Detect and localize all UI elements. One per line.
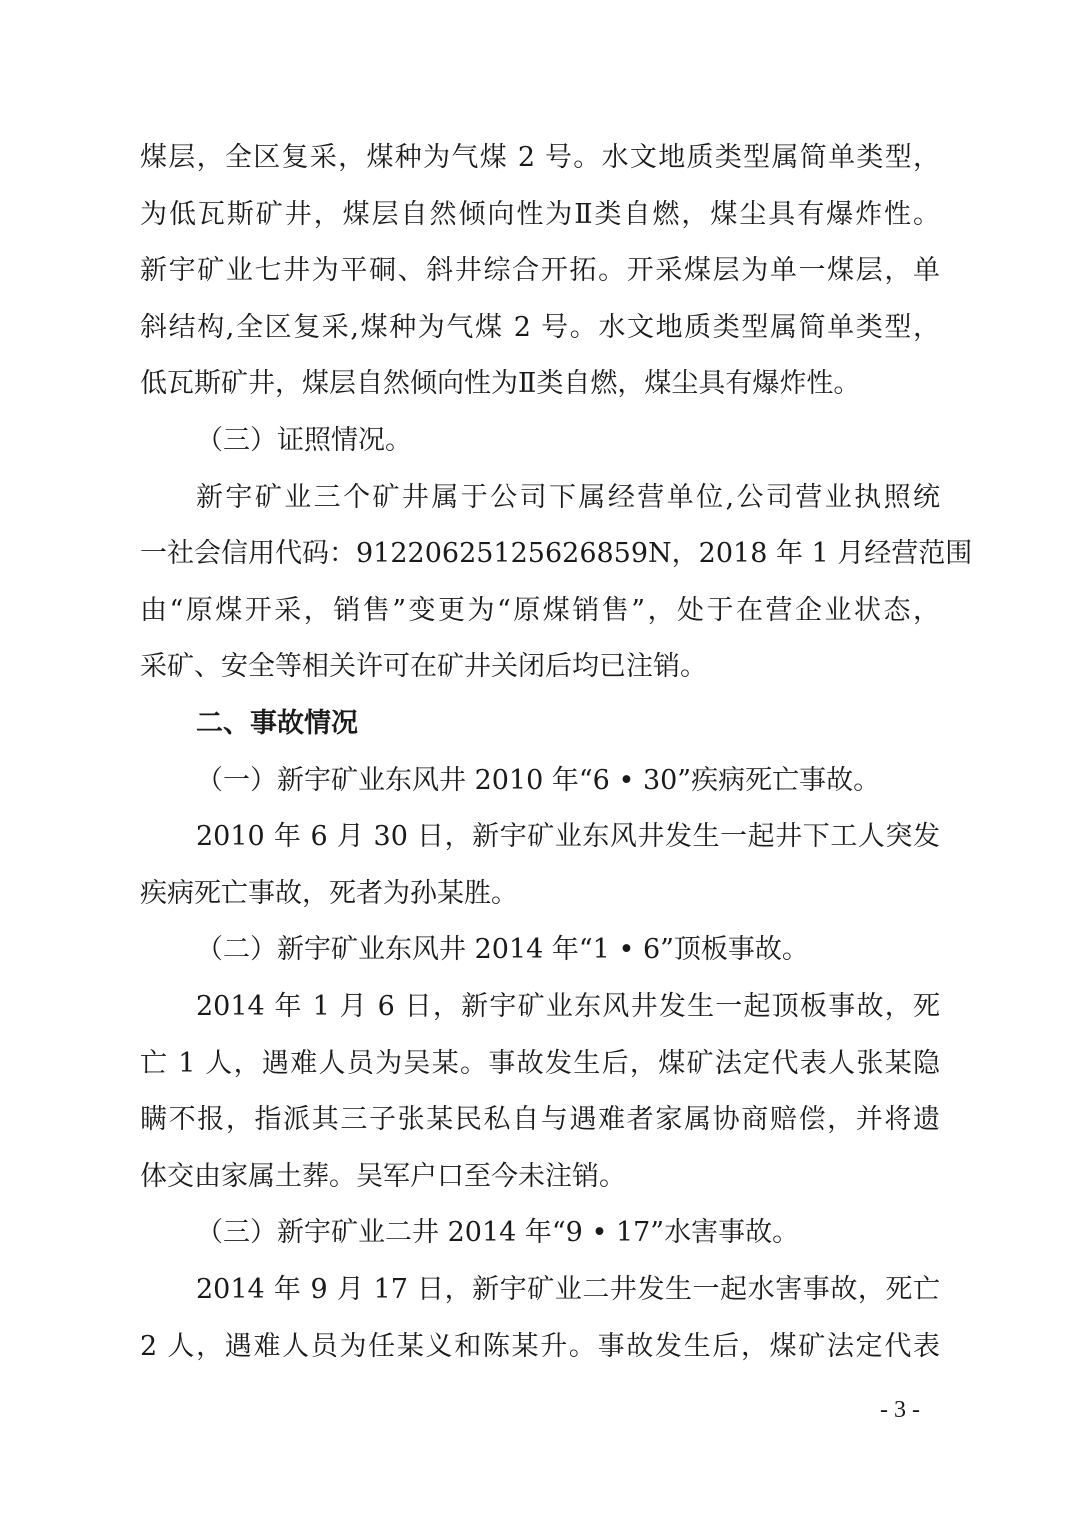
subsection-heading: （二）新宇矿业东风井 2014 年“1 • 6”顶板事故。 bbox=[196, 934, 809, 966]
text-line: 为低瓦斯矿井，煤层自然倾向性为Ⅱ类自燃，煤尘具有爆炸性。 bbox=[140, 198, 940, 230]
page-number: - 3 - bbox=[880, 1397, 920, 1423]
subsection-heading: （三）新宇矿业二井 2014 年“9 • 17”水害事故。 bbox=[196, 1217, 800, 1249]
text-line: 一社会信用代码：91220625125626859N，2018 年 1 月经营范围 bbox=[140, 538, 973, 570]
text-line: 煤层，全区复采，煤种为气煤 2 号。水文地质类型属简单类型， bbox=[140, 142, 940, 173]
text-line: 体交由家属土葬。吴军户口至今未注销。 bbox=[140, 1160, 626, 1192]
text-line: 新宇矿业七井为平硐、斜井综合开拓。开采煤层为单一煤层，单 bbox=[140, 255, 940, 287]
text-line: 2010 年 6 月 30 日，新宇矿业东风井发生一起井下工人突发 bbox=[196, 821, 940, 853]
subsection-heading: （三）证照情况。 bbox=[196, 425, 412, 456]
section-heading: 二、事故情况 bbox=[196, 708, 358, 739]
text-line: 斜结构,全区复采,煤种为气煤 2 号。水文地质类型属简单类型， bbox=[140, 311, 940, 343]
text-line: 2014 年 1 月 6 日，新宇矿业东风井发生一起顶板事故，死 bbox=[196, 991, 940, 1022]
text-line: 采矿、安全等相关许可在矿井关闭后均已注销。 bbox=[140, 651, 707, 683]
text-line: 2 人，遇难人员为任某义和陈某升。事故发生后，煤矿法定代表 bbox=[140, 1330, 940, 1362]
text-line: 2014 年 9 月 17 日，新宇矿业二井发生一起水害事故，死亡 bbox=[196, 1274, 940, 1305]
text-line: 瞒不报，指派其三子张某民私自与遇难者家属协商赔偿，并将遗 bbox=[140, 1104, 940, 1136]
text-line: 新宇矿业三个矿井属于公司下属经营单位,公司营业执照统 bbox=[196, 481, 940, 513]
text-line: 疾病死亡事故，死者为孙某胜。 bbox=[140, 877, 518, 909]
text-line: 由“原煤开采，销售”变更为“原煤销售”，处于在营企业状态， bbox=[140, 594, 940, 626]
text-line: 低瓦斯矿井，煤层自然倾向性为Ⅱ类自燃，煤尘具有爆炸性。 bbox=[140, 368, 861, 400]
text-line: 亡 1 人，遇难人员为吴某。事故发生后，煤矿法定代表人张某隐 bbox=[140, 1047, 940, 1079]
subsection-heading: （一）新宇矿业东风井 2010 年“6 • 30”疾病死亡事故。 bbox=[196, 764, 881, 796]
